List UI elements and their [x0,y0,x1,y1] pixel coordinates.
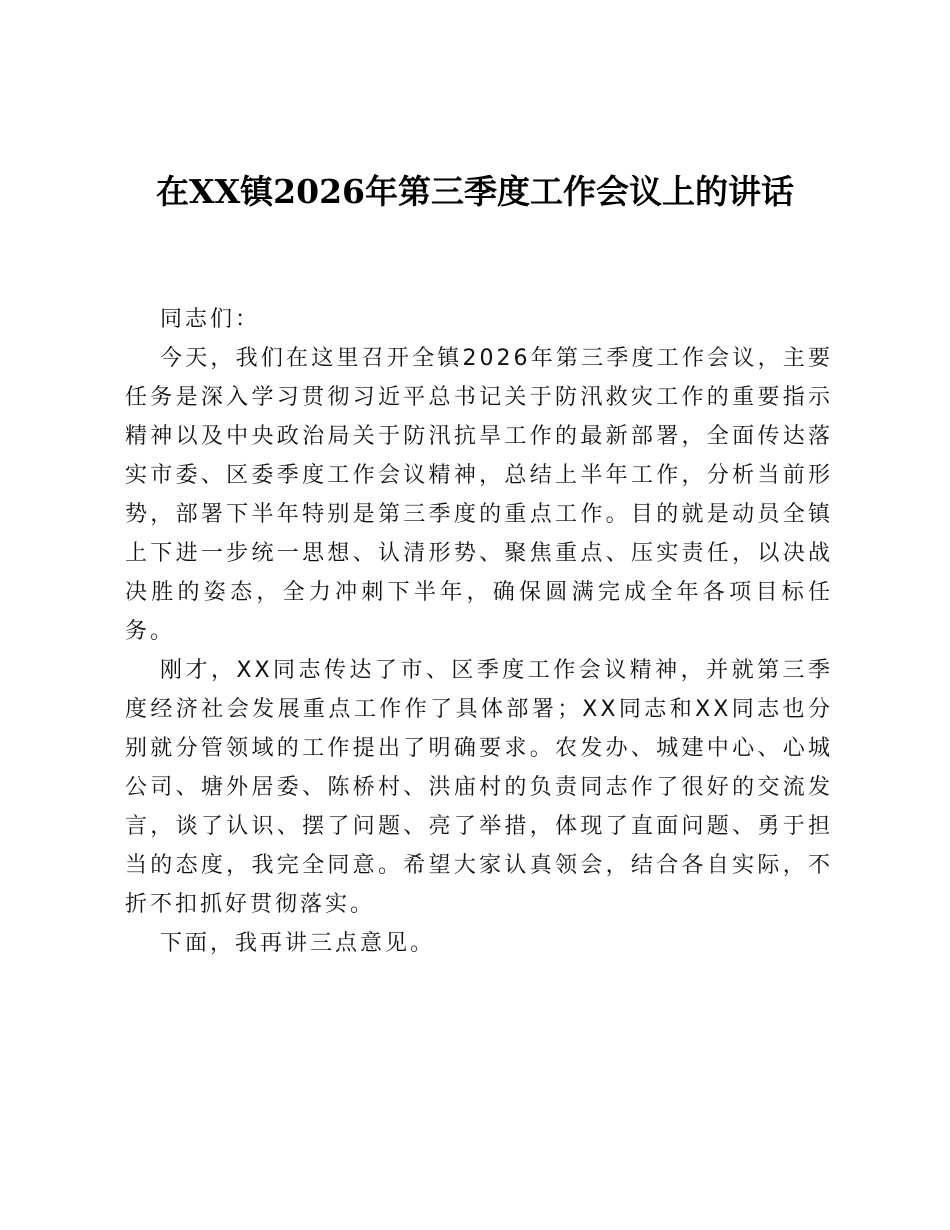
salutation: 同志们： [160,307,261,332]
paragraph-transition: 下面，我再讲三点意见。 [160,931,436,956]
document-title: 在XX镇2026年第三季度工作会议上的讲话 [155,172,795,211]
document-body [125,300,833,963]
paragraph-opening: 今天，我们在这里召开全镇2026年第三季度工作会议，主要任务是深入学习贯彻习近平总书记关于防汛救灾工作的重要指示精神以及中央政治局关于防汛抗旱工作的最新部署，全面传达落实市委、区委季度工作会议精神，总结上半年工作，分析当前形势，部署下半年特别是第三季度的重点工作。目的就是动员全镇上下进一步统一思想、认清形势、聚焦重点、压实责任，以决战决胜的姿态，全力冲刺下半年，确保圆满完成全年各项目标任务。 [125,346,833,644]
paragraph-review: 刚才，XX同志传达了市、区季度工作会议精神，并就第三季度经济社会发展重点工作作了具体部署；XX同志和XX同志也分别就分管领域的工作提出了明确要求。农发办、城建中心、心城公司、塘外居委、陈桥村、洪庙村的负责同志作了很好的交流发言，谈了认识、摆了问题、亮了举措，体现了直面问题、勇于担当的态度，我完全同意。希望大家认真领会，结合各自实际，不折不扣抓好贯彻落实。 [125,658,833,917]
